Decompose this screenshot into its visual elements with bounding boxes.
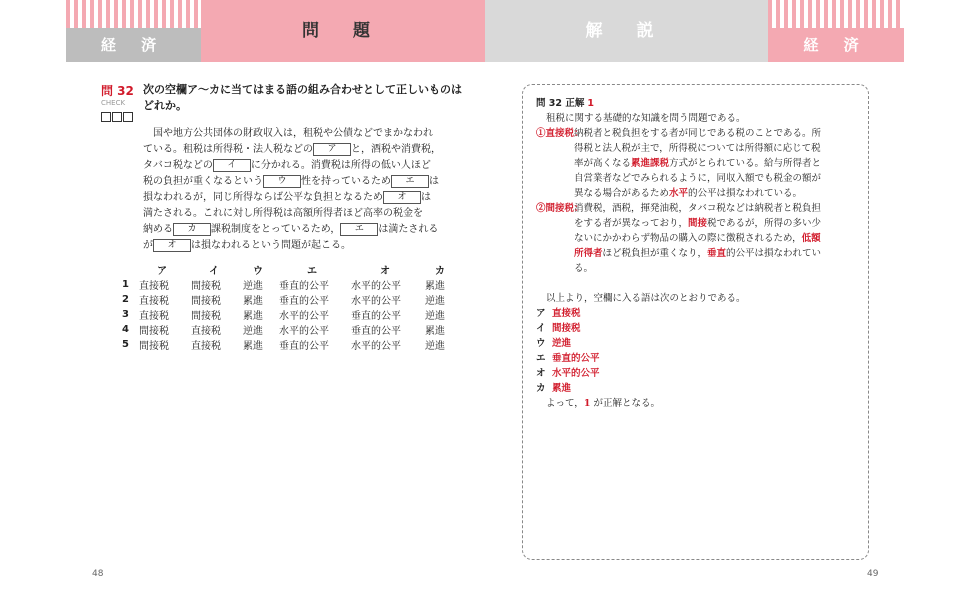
blank-box: ア — [313, 143, 351, 156]
column-header: イ — [208, 266, 219, 277]
table-cell: 直接税 — [138, 281, 169, 292]
table-cell: 逆進 — [424, 341, 445, 352]
blank-box: オ — [153, 239, 191, 252]
choice-number: 4 — [122, 324, 129, 335]
question-number-block — [101, 82, 141, 126]
answer-key-value: 水平的公平 — [552, 368, 600, 379]
question-title — [143, 82, 463, 114]
explanation-closing: よって，1 が正解となる。 — [546, 398, 660, 409]
answer-key-item — [536, 306, 861, 321]
left-stripe-band — [66, 0, 201, 28]
table-cell: 累進 — [242, 296, 263, 307]
table-cell: 垂直的公平 — [350, 326, 401, 337]
right-stripe-band — [768, 0, 904, 28]
left-page-header — [201, 0, 485, 62]
table-row — [122, 307, 461, 322]
answer-key-letter: オ — [536, 368, 546, 379]
table-cell: 水平的公平 — [278, 311, 329, 322]
answer-key-item — [536, 366, 861, 381]
table-cell: 間接税 — [190, 311, 221, 322]
left-section-tab — [66, 28, 201, 62]
table-cell: 逆進 — [424, 296, 445, 307]
right-page-number: 49 — [867, 569, 879, 579]
explanation-item-label: ②間接税： — [536, 203, 584, 214]
table-cell: 直接税 — [190, 341, 221, 352]
table-cell: 逆進 — [424, 311, 445, 322]
blank-box: カ — [173, 223, 211, 236]
blank-box: エ — [391, 175, 429, 188]
answer-choices-table — [122, 262, 461, 352]
table-cell: 逆進 — [242, 281, 263, 292]
answer-key-value: 累進 — [552, 383, 572, 394]
table-cell: 間接税 — [190, 281, 221, 292]
answer-key-item — [536, 381, 861, 396]
check-box[interactable] — [123, 112, 133, 122]
table-cell: 間接税 — [138, 326, 169, 337]
explanation-summary: 以上より，空欄に入る語は次のとおりである。 — [546, 293, 746, 304]
answer-heading: 問 32 正解 1 — [536, 98, 594, 109]
choice-number: 3 — [122, 309, 129, 320]
table-cell: 逆進 — [242, 326, 263, 337]
table-cell: 累進 — [424, 281, 445, 292]
explanation-intro: 租税に関する基礎的な知識を問う問題である。 — [546, 113, 746, 124]
question-passage — [143, 126, 463, 254]
right-section-tab — [768, 28, 904, 62]
question-number: 問 32 — [101, 84, 134, 98]
right-page-header — [485, 0, 768, 62]
table-row — [122, 322, 461, 337]
answer-key-value: 間接税 — [552, 323, 581, 334]
table-cell: 累進 — [242, 311, 263, 322]
table-cell: 累進 — [424, 326, 445, 337]
table-cell: 水平的公平 — [350, 341, 401, 352]
table-cell: 直接税 — [138, 296, 169, 307]
table-cell: 水平的公平 — [350, 281, 401, 292]
passage-line: 満たされる。これに対し所得税は高額所得者ほど高率の税金を — [143, 208, 423, 219]
check-box[interactable] — [101, 112, 111, 122]
passage-line: 損なわれるが，同じ所得ならば公平な負担となるため オ は — [143, 191, 431, 203]
table-cell: 間接税 — [138, 341, 169, 352]
right-section-tab-label: 経 済 — [803, 36, 869, 54]
table-row — [122, 337, 461, 352]
answer-key-item — [536, 321, 861, 336]
blank-box: ウ — [263, 175, 301, 188]
choice-number: 2 — [122, 294, 129, 305]
explanation-item-indirect-tax: ②間接税： 消費税，酒税，揮発油税，タバコ税などは納税者と税負担 をする者が異なっており，間接税であるが，所得の多い少 ないにかかわらず物品の購入の際に徴税されるため，低額 所得者ほど税負担が重くなり，垂直的公平は損なわれてい る。 — [536, 203, 822, 274]
table-cell: 水平的公平 — [278, 326, 329, 337]
passage-line: タバコ税などの イ に分かれる。消費税は所得の低い人ほど — [143, 159, 431, 171]
left-page-header-title: 問 題 — [302, 21, 384, 41]
answer-key-value: 垂直的公平 — [552, 353, 600, 364]
answer-key-list — [536, 306, 861, 396]
table-cell: 垂直的公平 — [278, 281, 329, 292]
column-header: ウ — [252, 266, 263, 277]
table-row — [122, 277, 461, 292]
choice-number: 5 — [122, 339, 129, 350]
passage-line: ている。租税は所得税・法人税などの ア と，酒税や消費税， — [143, 143, 441, 155]
table-cell: 直接税 — [190, 326, 221, 337]
answer-key-letter: カ — [536, 383, 546, 394]
check-box[interactable] — [112, 112, 122, 122]
explanation-item-label: ①直接税： — [536, 128, 584, 139]
table-cell: 水平的公平 — [350, 296, 401, 307]
answer-key-value: 直接税 — [552, 308, 581, 319]
passage-line: 納める カ 課税制度をとっているため， エ は満たされる — [143, 223, 439, 235]
answer-key-letter: ア — [536, 308, 546, 319]
column-header: エ — [306, 266, 317, 277]
table-cell: 直接税 — [138, 311, 169, 322]
left-section-tab-label: 経 済 — [100, 36, 167, 54]
passage-line: 国や地方公共団体の財政収入は，租税や公債などでまかなわれ — [153, 128, 433, 139]
answer-key-value: 逆進 — [552, 338, 572, 349]
column-header: カ — [434, 266, 445, 277]
explanation-item-direct-tax: ①直接税： 納税者と税負担をする者が同じである税のことである。所 得税と法人税が主で，所得税については所得額に応じて税 率が高くなる累進課税方式がとられている。給与所得者と 自営業者などでみられるように，同収入額でも税金の額が 異なる場合があるため水平的公平は損なわれている。 — [536, 128, 822, 199]
answer-key-item — [536, 336, 861, 351]
table-cell: 垂直的公平 — [278, 341, 329, 352]
table-header-row — [122, 262, 461, 277]
check-label: CHECK — [101, 99, 126, 107]
question-title-line: どれか。 — [143, 99, 187, 112]
right-page-header-title: 解 説 — [585, 21, 668, 41]
check-boxes[interactable] — [101, 107, 141, 126]
question-title-line: 次の空欄ア～カに当てはまる語の組み合わせとして正しいものは — [143, 83, 462, 96]
answer-key-letter: エ — [536, 353, 546, 364]
passage-line: 税の負担が重くなるという ウ 性を持っているため エ は — [143, 175, 439, 187]
answer-key-item — [536, 351, 861, 366]
table-cell: 垂直的公平 — [278, 296, 329, 307]
table-row — [122, 292, 461, 307]
table-cell: 累進 — [242, 341, 263, 352]
blank-box: エ — [340, 223, 378, 236]
blank-box: イ — [213, 159, 251, 172]
choice-number: 1 — [122, 279, 129, 290]
answer-key-letter: ウ — [536, 338, 546, 349]
blank-box: オ — [383, 191, 421, 204]
column-header: オ — [379, 266, 390, 277]
passage-line: が オ は損なわれるという問題が起こる。 — [143, 239, 351, 251]
answer-key-letter: イ — [536, 323, 546, 334]
column-header: ア — [156, 266, 167, 277]
left-page-number: 48 — [92, 569, 104, 579]
explanation-content — [536, 96, 861, 411]
table-cell: 垂直的公平 — [350, 311, 401, 322]
table-cell: 間接税 — [190, 296, 221, 307]
